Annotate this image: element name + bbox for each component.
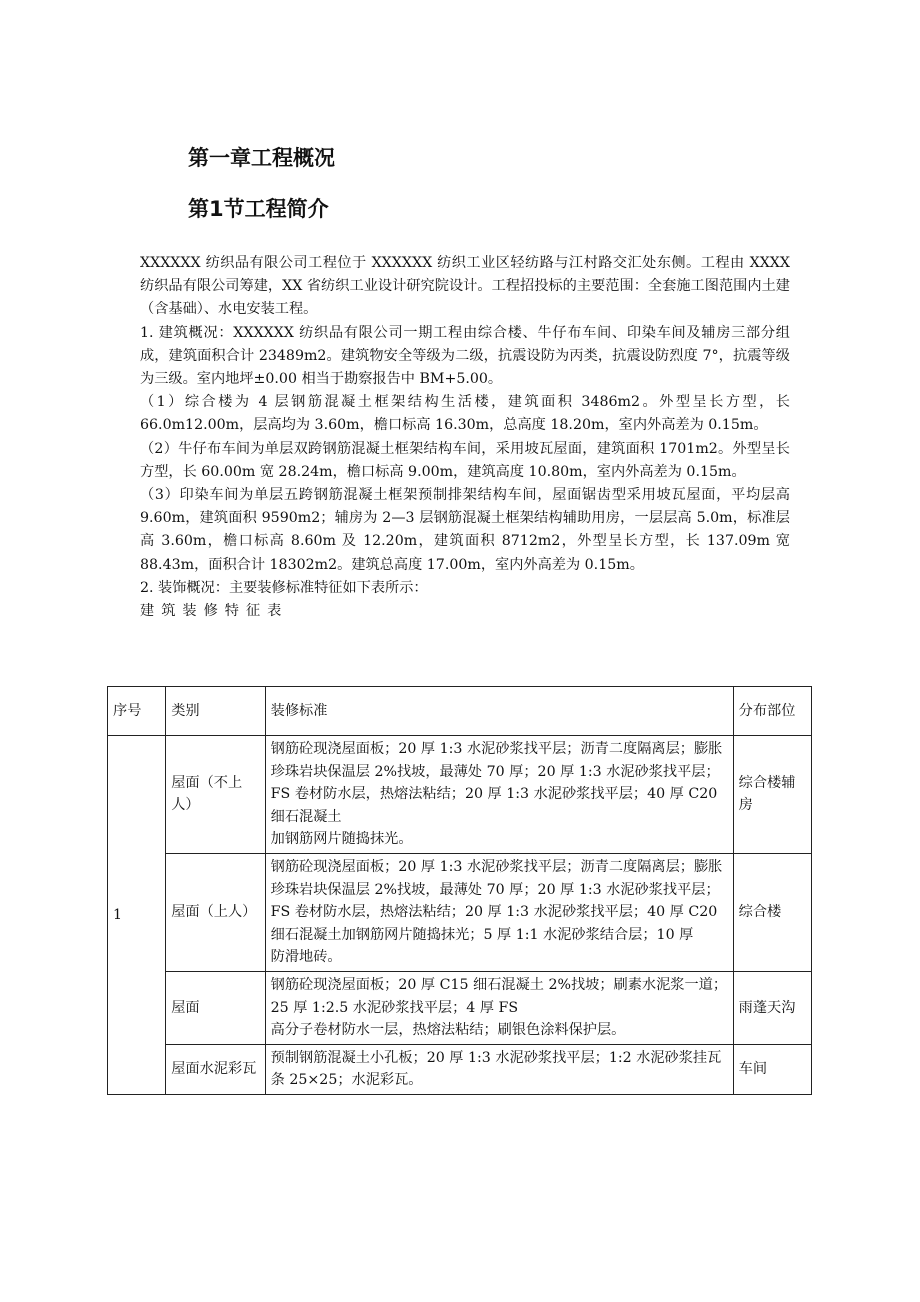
row-location: 综合楼辅房	[733, 736, 811, 854]
table-row	[108, 971, 812, 1044]
row-category: 屋面（上人）	[166, 853, 265, 971]
row-standard	[265, 853, 733, 971]
header-standard: 装修标准	[265, 687, 733, 736]
body-text	[140, 252, 790, 623]
row-location: 综合楼	[733, 853, 811, 971]
group-number: 1	[108, 736, 166, 1095]
paragraph-building-overview: 1. 建筑概况：XXXXXX 纺织品有限公司一期工程由综合楼、牛仔布车间、印染车间及辅房三部分组成，建筑面积合计 23489m2。建筑物安全等级为二级，抗震设防为丙类，抗震设防烈度 7°，抗震等级为三级。室内地坪±0.00 相当于勘察报告中 BM+5.00。	[140, 324, 790, 388]
row-standard-text: 预制钢筋混凝土小孔板；20 厚 1:3 水泥砂浆找平层；1:2 水泥砂浆挂瓦条 25×25；水泥彩瓦。	[270, 1049, 722, 1089]
row-standard-tail: 加钢筋网片随捣抹光。	[270, 831, 413, 848]
table-caption: 建筑装修特征表	[140, 603, 289, 620]
row-standard-text: 钢筋砼现浇屋面板；20 厚 1:3 水泥砂浆找平层；沥青二度隔离层；膨胀珍珠岩块保温层 2%找坡，最薄处 70 厚；20 厚 1:3 水泥砂浆找平层；FS 卷材防水层，热熔法粘结；20 厚 1:3 水泥砂浆找平层；40 厚 C20 细石混凝土加钢筋网片随捣抹光；5 厚 1:1 水泥砂浆结合层；10 厚	[270, 858, 723, 943]
row-standard-tail: 高分子卷材防水一层，热熔法粘结；刷银色涂料保护层。	[270, 1022, 626, 1039]
section-title: 第1节工程简介	[188, 197, 329, 221]
header-category: 类别	[166, 687, 265, 736]
row-category: 屋面	[166, 971, 265, 1044]
row-standard-text: 钢筋砼现浇屋面板；20 厚 1:3 水泥砂浆找平层；沥青二度隔离层；膨胀珍珠岩块保温层 2%找坡，最薄处 70 厚；20 厚 1:3 水泥砂浆找平层；FS 卷材防水层，热熔法粘结；20 厚 1:3 水泥砂浆找平层；40 厚 C20 细石混凝土	[270, 741, 723, 825]
row-standard	[265, 971, 733, 1044]
header-no: 序号	[108, 687, 166, 736]
paragraph-item-1: （1）综合楼为 4 层钢筋混凝土框架结构生活楼，建筑面积 3486m2。外型呈长方型，长 66.0m12.00m，层高均为 3.60m，檐口标高 16.30m，总高度 18.20m，室内外高差为 0.15m。	[140, 394, 790, 434]
chapter-title: 第一章工程概况	[188, 146, 335, 170]
row-category: 屋面水泥彩瓦	[166, 1044, 265, 1094]
table-row	[108, 1044, 812, 1094]
paragraph-item-2: （2）牛仔布车间为单层双跨钢筋混凝土框架结构车间，采用坡瓦屋面，建筑面积 1701m2。外型呈长方型，长 60.00m 宽 28.24m，檐口标高 9.00m，建筑高度 10.80m，室内外高差为 0.15m。	[140, 440, 790, 480]
paragraph-item-3: （3）印染车间为单层五跨钢筋混凝土框架预制排架结构车间，屋面锯齿型采用坡瓦屋面，平均层高 9.60m，建筑面积 9590m2；辅房为 2—3 层钢筋混凝土框架结构辅助用房，一层层高 5.0m，标准层高 3.60m，檐口标高 8.60m 及 12.20m，建筑面积 8712m2，外型呈长方型，长 137.09m 宽 88.43m，面积合计 18302m2。建筑总高度 17.00m，室内外高差为 0.15m。	[140, 487, 790, 573]
table-row	[108, 853, 812, 971]
row-standard	[265, 1044, 733, 1094]
paragraph-intro: XXXXXX 纺织品有限公司工程位于 XXXXXX 纺织工业区轻纺路与江村路交汇处东侧。工程由 XXXX 纺织品有限公司筹建，XX 省纺织工业设计研究院设计。工程招投标的主要范围：全套施工图范围内土建（含基础）、水电安装工程。	[140, 255, 790, 318]
row-location: 雨蓬天沟	[733, 971, 811, 1044]
table-row	[108, 736, 812, 854]
row-standard-text: 钢筋砼现浇屋面板；20 厚 C15 细石混凝土 2%找坡；刷素水泥浆一道；25 厚 1:2.5 水泥砂浆找平层；4 厚 FS	[270, 976, 728, 1016]
row-standard-tail: 防滑地砖。	[270, 949, 342, 966]
paragraph-decoration-overview: 2. 装饰概况：主要装修标准特征如下表所示：	[140, 579, 428, 596]
header-location: 分布部位	[733, 687, 811, 736]
decoration-spec-table	[107, 686, 812, 1095]
row-category: 屋面（不上人）	[166, 736, 265, 854]
row-location: 车间	[733, 1044, 811, 1094]
table-header-row	[108, 687, 812, 736]
row-standard	[265, 736, 733, 854]
